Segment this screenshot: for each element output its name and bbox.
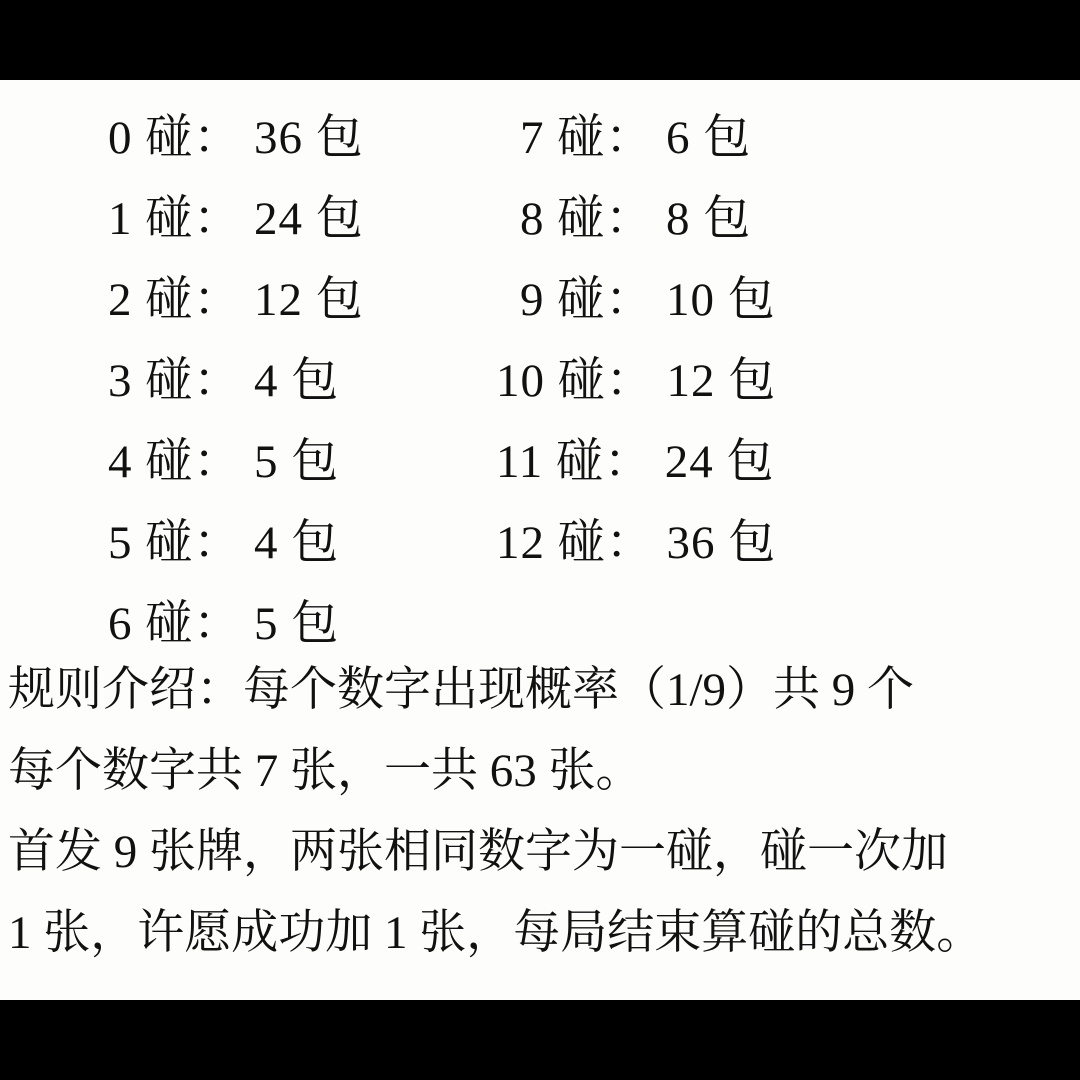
payout-row-4-right — [480, 436, 1080, 488]
payout-row-0-right — [480, 112, 1080, 164]
payout-value: 36 包 — [254, 112, 364, 164]
payout-label: 0 碰： — [108, 112, 242, 164]
payout-label: 10 碰： — [496, 355, 654, 407]
payout-value: 8 包 — [666, 193, 752, 245]
rules-section — [0, 650, 1080, 974]
payout-row-1-left — [0, 193, 480, 245]
payout-row-5-left — [0, 517, 480, 569]
payout-label: 8 碰： — [520, 193, 654, 245]
payout-label: 12 碰： — [496, 517, 654, 569]
payout-row-3-left — [0, 355, 480, 407]
payout-value: 24 包 — [254, 193, 364, 245]
payout-label: 11 碰： — [496, 436, 653, 488]
payout-row-0-left — [0, 112, 480, 164]
payout-label: 4 碰： — [108, 436, 242, 488]
payout-value: 5 包 — [254, 436, 340, 488]
payout-row-4-left — [0, 436, 480, 488]
payout-label: 9 碰： — [520, 274, 654, 326]
payout-label: 7 碰： — [520, 112, 654, 164]
payout-label: 1 碰： — [108, 193, 242, 245]
rule-line-2: 每个数字共 7 张，一共 63 张。 — [8, 745, 643, 797]
payout-value: 36 包 — [666, 517, 777, 569]
payout-value: 12 包 — [254, 274, 364, 326]
payout-row-3-right — [480, 355, 1080, 407]
payout-value: 4 包 — [254, 355, 340, 407]
payout-row-6-left — [0, 598, 480, 650]
payout-row-5-right — [480, 517, 1080, 569]
payout-row-2-right — [480, 274, 1080, 326]
rule-line-1: 规则介绍：每个数字出现概率（1/9）共 9 个 — [8, 664, 915, 716]
payout-row-1-right — [480, 193, 1080, 245]
rule-line-4: 1 张，许愿成功加 1 张，每局结束算碰的总数。 — [8, 907, 984, 959]
payout-value: 10 包 — [666, 274, 776, 326]
payout-row-2-left — [0, 274, 480, 326]
payout-value: 5 包 — [254, 598, 340, 650]
payout-value: 12 包 — [666, 355, 777, 407]
payout-label: 5 碰： — [108, 517, 242, 569]
payout-value: 4 包 — [254, 517, 340, 569]
payout-value: 6 包 — [666, 112, 752, 164]
payout-label: 2 碰： — [108, 274, 242, 326]
payout-label: 3 碰： — [108, 355, 242, 407]
payout-value: 24 包 — [664, 436, 775, 488]
document-sheet — [0, 80, 1080, 1000]
payout-table — [0, 98, 1080, 665]
rule-line-3: 首发 9 张牌，两张相同数字为一碰，碰一次加 — [8, 826, 948, 878]
payout-label: 6 碰： — [108, 598, 242, 650]
